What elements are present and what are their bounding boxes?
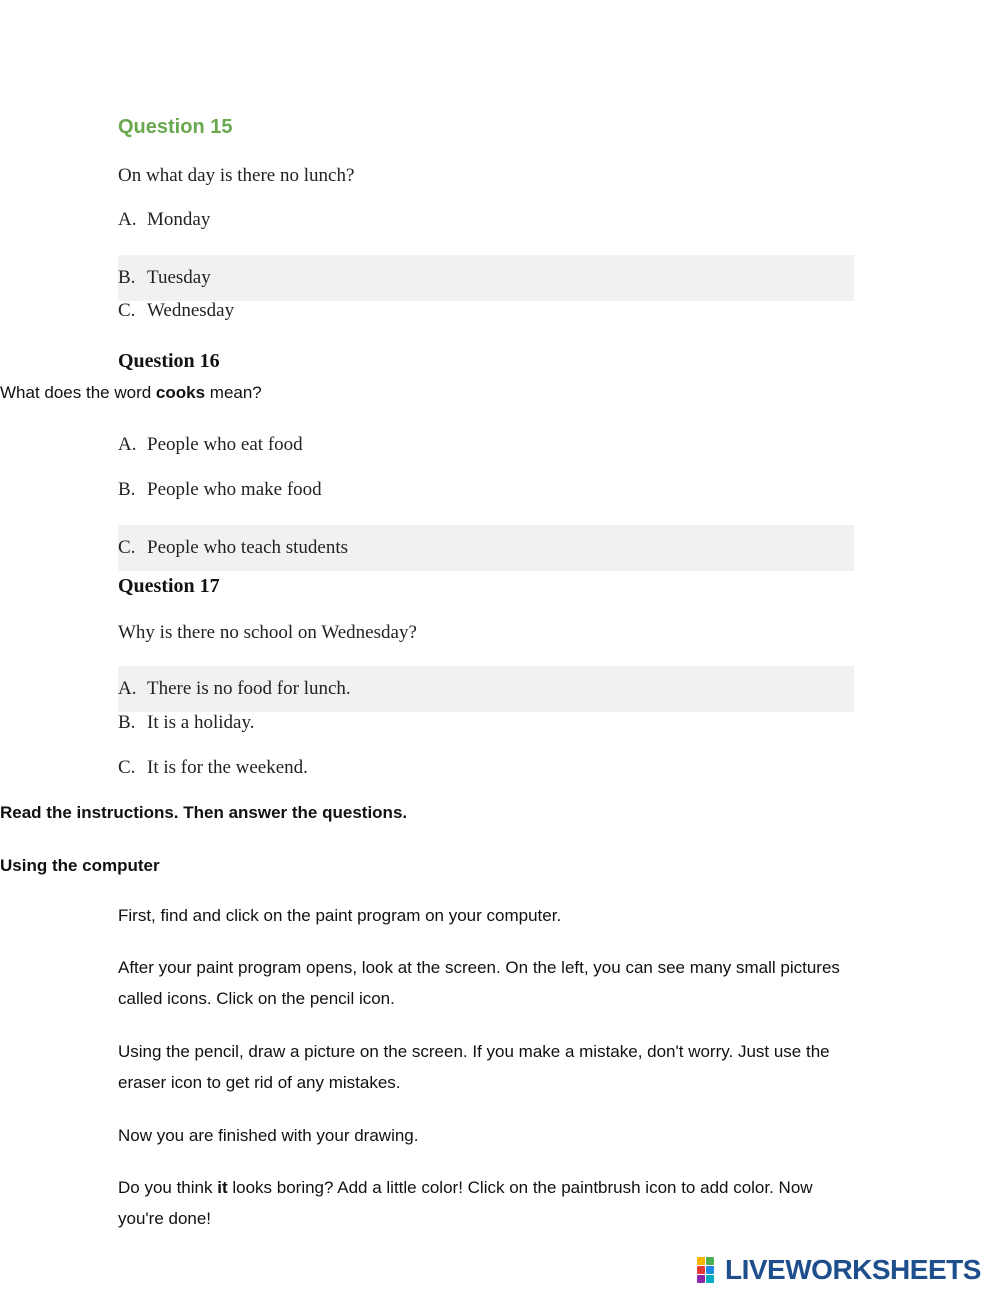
- instructions-heading: Read the instructions. Then answer the questions.: [0, 803, 408, 822]
- question-15-text: On what day is there no lunch?: [118, 165, 355, 186]
- option-text: People who eat food: [147, 434, 303, 455]
- option-text: Tuesday: [147, 267, 211, 288]
- question-17-title: Question 17: [118, 575, 220, 597]
- option-text: It is for the weekend.: [147, 757, 308, 778]
- question-17-text: Why is there no school on Wednesday?: [118, 622, 417, 643]
- option-letter: A.: [118, 678, 137, 699]
- q17-option-c[interactable]: [118, 745, 854, 791]
- option-letter: A.: [118, 209, 137, 230]
- question-16-text: [0, 383, 262, 403]
- q16-option-a[interactable]: [118, 422, 854, 468]
- instructions-paragraph-1: First, find and click on the paint program on your computer.: [118, 906, 562, 925]
- option-text: There is no food for lunch.: [147, 678, 351, 699]
- q15-option-a[interactable]: [118, 197, 854, 243]
- paragraph-5-prefix: Do you think: [118, 1178, 218, 1197]
- q16-option-c[interactable]: [118, 525, 854, 571]
- question-16-keyword: cooks: [155, 383, 206, 402]
- option-letter: B.: [118, 712, 136, 733]
- instructions-paragraph-3: Using the pencil, draw a picture on the screen. If you make a mistake, don't worry. Just use the eraser icon to get rid of any mistakes.: [118, 1042, 830, 1092]
- instructions-subheading: Using the computer: [0, 856, 160, 875]
- option-text: People who teach students: [147, 537, 349, 558]
- logo-text: LIVEWORKSHEETS: [725, 1254, 981, 1285]
- paragraph-5-suffix: looks boring? Add a little color! Click on the paintbrush icon to add color. Now you're done!: [118, 1178, 813, 1228]
- option-letter: B.: [118, 267, 136, 288]
- question-16-suffix: mean?: [205, 383, 262, 402]
- question-16-title: Question 16: [118, 350, 220, 372]
- option-text: People who make food: [147, 479, 322, 500]
- instructions-paragraph-2: After your paint program opens, look at the screen. On the left, you can see many small pictures called icons. Click on the pencil icon.: [118, 958, 840, 1008]
- option-text: Wednesday: [147, 300, 235, 321]
- option-letter: A.: [118, 434, 137, 455]
- option-text: It is a holiday.: [147, 712, 255, 733]
- q17-option-b[interactable]: [118, 700, 854, 746]
- instructions-paragraph-4: Now you are finished with your drawing.: [118, 1126, 419, 1145]
- liveworksheets-logo[interactable]: [697, 1252, 981, 1288]
- option-letter: C.: [118, 537, 136, 558]
- question-16-prefix: What does the word: [0, 383, 156, 402]
- instructions-paragraph-5: [118, 1172, 858, 1234]
- option-text: Monday: [147, 209, 211, 230]
- question-15-title: Question 15: [118, 116, 233, 138]
- liveworksheets-logo-icon: [697, 1257, 723, 1283]
- option-letter: B.: [118, 479, 136, 500]
- q15-option-c[interactable]: [118, 288, 854, 334]
- q16-option-b[interactable]: [118, 467, 854, 513]
- option-letter: C.: [118, 757, 136, 778]
- paragraph-5-keyword: it: [217, 1178, 228, 1197]
- option-letter: C.: [118, 300, 136, 321]
